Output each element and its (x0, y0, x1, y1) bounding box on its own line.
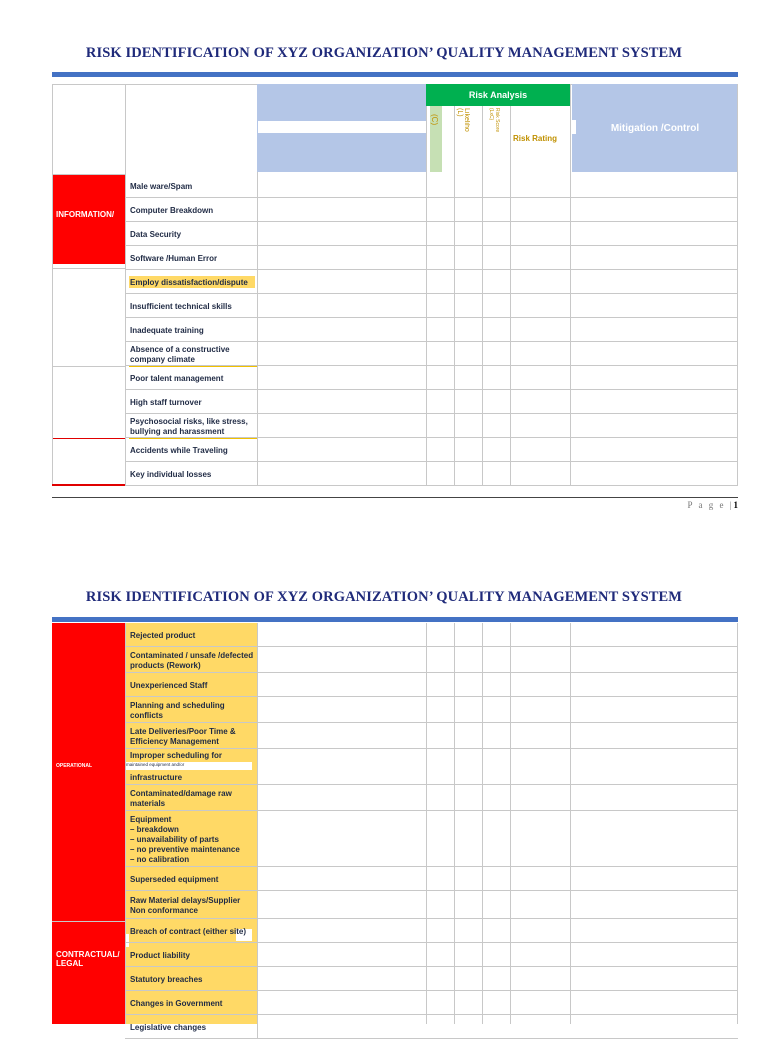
header-consequence: (C) (430, 114, 439, 126)
improper-scheduling-sub: maintained equipment and/or (126, 762, 185, 767)
header-likelihood: Likeliho (L) (456, 108, 470, 132)
table-row (257, 269, 738, 270)
risk-row-label: Breach of contract (either site) (126, 919, 258, 943)
title-divider (52, 72, 738, 77)
table-row (257, 221, 738, 222)
category-information-block (52, 174, 125, 264)
page-title: RISK IDENTIFICATION OF XYZ ORGANIZATION’ QUALITY MANAGEMENT SYSTEM (85, 45, 683, 61)
risk-row-label: Statutory breaches (126, 967, 258, 991)
page-1-footer-line (52, 497, 738, 498)
table-row (257, 461, 738, 462)
risk-row-label: Planning and scheduling conflicts (126, 697, 258, 723)
table-row (257, 485, 738, 486)
risk-row-label: Legislative changes (126, 1015, 258, 1039)
risk-row-label: Equipment – breakdown – unavailability of parts – no preventive maintenance – no calibration (126, 811, 258, 867)
risk-row-label: Male ware/Spam (126, 174, 258, 198)
table-row (257, 293, 738, 294)
category-contractual-block (52, 922, 125, 1024)
risk-row-label: Improper scheduling for (126, 749, 258, 785)
risk-row-label: Accidents while Traveling (126, 438, 258, 462)
risk-row-label: Software /Human Error (126, 246, 258, 270)
risk-row-label: Poor talent management (126, 366, 258, 390)
table-row (257, 365, 738, 366)
page-1-number: P a g e |1 (687, 500, 738, 510)
table-row (257, 245, 738, 246)
risk-row-label: Unexperienced Staff (126, 673, 258, 697)
risk-row-label: Contaminated/damage raw materials (126, 785, 258, 811)
header-mitigation: Mitigation /Control (572, 84, 738, 172)
risk-row-label: Data Security (126, 222, 258, 246)
improper-scheduling-tail: infrastructure (130, 773, 183, 782)
page-2-title-divider (52, 617, 738, 622)
table-row (257, 413, 738, 414)
risk-row-label: Contaminated / unsafe /defected products (Rework) (126, 647, 258, 673)
category-operational-block (52, 623, 125, 921)
risk-row-label: Late Deliveries/Poor Time & Efficiency Management (126, 723, 258, 749)
risk-row-label: Rejected product (126, 623, 258, 647)
risk-row-label: Changes in Government (126, 991, 258, 1015)
risk-row-label: Superseded equipment (126, 867, 258, 891)
risk-row-label: Computer Breakdown (126, 198, 258, 222)
risk-table-page-2 (52, 623, 738, 1032)
risk-analysis-header: Risk Analysis (426, 84, 570, 106)
risk-row-label: Employ dissatisfaction/dispute (126, 270, 258, 294)
category-contractual-label: CONTRACTUAL/ LEGAL (56, 950, 120, 968)
risk-row-label: Key individual losses (126, 462, 258, 486)
category-operational-label: OPERATIONAL (56, 763, 93, 769)
category-information-label: INFORMATION/ (56, 210, 115, 219)
risk-row-label: Inadequate training (126, 318, 258, 342)
risk-table-page-1 (52, 84, 738, 486)
risk-row-label: Raw Material delays/Supplier Non conformance (126, 891, 258, 919)
table-row (257, 389, 738, 390)
risk-row-label: Psychosocial risks, like stress, bullying and harassment (126, 414, 258, 438)
header-risk-rating: Risk Rating (513, 134, 558, 143)
table-row (257, 317, 738, 318)
table-row (257, 437, 738, 438)
risk-row-label: Insufficient technical skills (126, 294, 258, 318)
table-row (257, 341, 738, 342)
page-2-title: RISK IDENTIFICATION OF XYZ ORGANIZATION’ QUALITY MANAGEMENT SYSTEM (85, 589, 683, 605)
risk-row-label: Product liability (126, 943, 258, 967)
table-row (257, 197, 738, 198)
risk-row-label: High staff turnover (126, 390, 258, 414)
risk-row-label: Absence of a constructive company climate (126, 342, 258, 366)
header-risk-score: Risk Score (LxC) (488, 108, 500, 133)
